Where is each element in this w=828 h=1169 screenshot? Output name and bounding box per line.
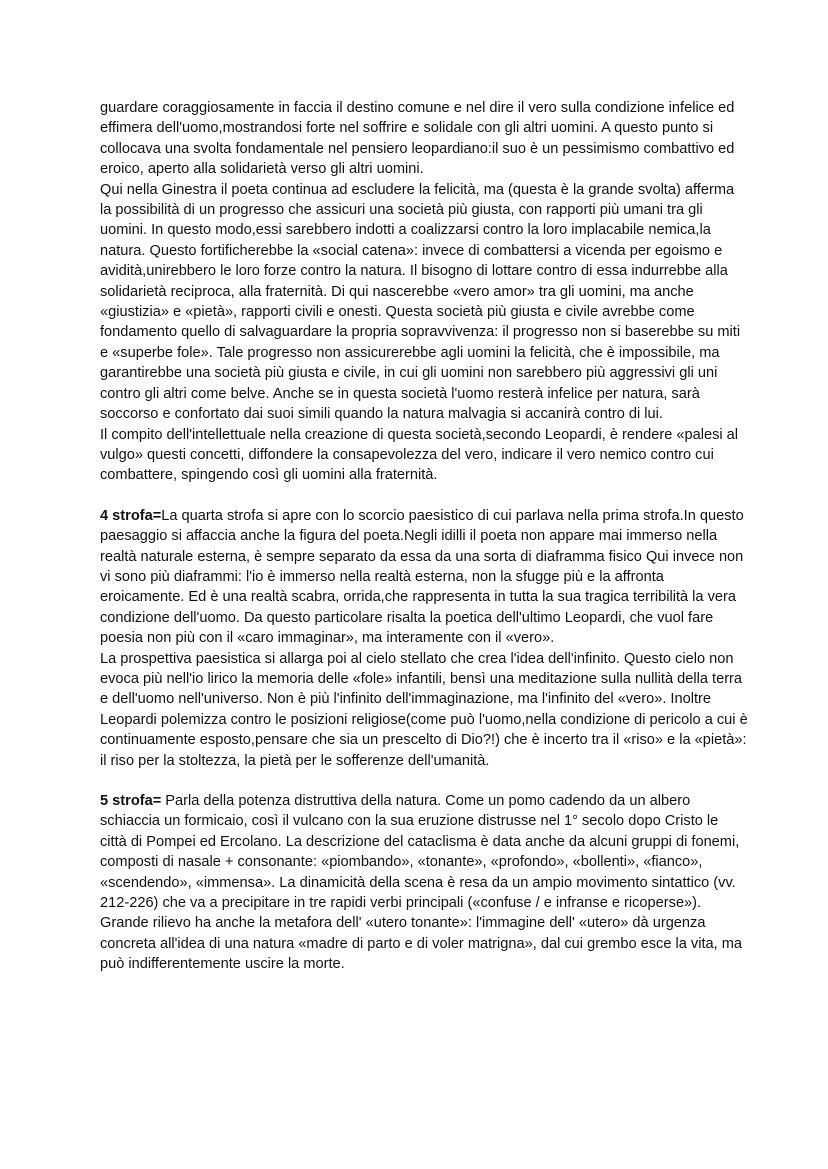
strofa-4-text: La quarta strofa si apre con lo scorcio paesistico di cui parlava nella prima strofa.In questo paesaggio si affaccia anche la figura del poeta.Negli idilli il poeta non appare mai immerso nella realtà naturale esterna, è sempre separato da essa da una sorta di diaframma fisico Qui invece non vi sono più diaframmi: l'io è immerso nella realtà esterna, non la sfugge più e la affronta eroicamente. Ed è una realtà scabra, orrida,che rappresenta in tutta la sua tragica terribilità la vera condizione dell'uomo. Da questo particolare risalta la poetica dell'ultimo Leopardi, che vuol fare poesia non più con il «caro immaginar», ma interamente con il «vero». — [100, 507, 744, 647]
strofa-5-paragraph — [100, 791, 748, 975]
paragraph-gap — [100, 771, 748, 791]
strofa-4-paragraph — [100, 506, 748, 649]
strofa-4-continuation: La prospettiva paesistica si allarga poi al cielo stellato che crea l'idea dell'infinito. Questo cielo non evoca più nell'io lirico la memoria delle «fole» infantili, bensì una meditazione sulla nullità della terra e dell'uomo nell'universo. Non è più l'infinito dell'immaginazione, ma l'infinito del «vero». Inoltre Leopardi polemizza contro le posizioni religiose(come può l'uomo,nella condizione di pericolo a cui è continuamente esposto,pensare che sia un prescelto di Dio?!) che è incerto tra il «riso» e la «pietà»: il riso per la stoltezza, la pietà per le sofferenze dell'umanità. — [100, 650, 748, 769]
strofa-4-label: 4 strofa= — [100, 507, 162, 524]
strofa-5-text: Parla della potenza distruttiva della natura. Come un pomo cadendo da un albero schiaccia un formicaio, così il vulcano con la sua eruzione distrusse nel 1° secolo dopo Cristo le città di Pompei ed Ercolano. La descrizione del cataclisma è data anche da alcuni gruppi di fonemi, composti di nasale + consonante: «piombando», «tonante», «profondo», «bollenti», «fianco», «scendendo», «immensa». La dinamicità della scena è resa da un ampio movimento sintattico (vv. 212-226) che va a precipitare in tre rapidi verbi principali («confuse / e infranse e ricoperse»). Grande rilievo ha anche la metafora dell' «utero tonante»: l'immagine dell' «utero» dà urgenza concreta all'idea di una natura «madre di parto e di voler matrigna», dal cui grembo esce la vita, ma può indifferentemente uscire la morte. — [100, 793, 743, 973]
strofa-5-label: 5 strofa= — [100, 793, 162, 809]
intro-paragraph-1: guardare coraggiosamente in faccia il destino comune e nel dire il vero sulla condizione infelice ed effimera dell'uomo,mostrandosi forte nel soffrire e solidale con gli altri uomini. A questo punto si collocava una svolta fondamentale nel pensiero leopardiano:il suo è un pessimismo combattivo ed eroico, aperto alla solidarietà verso gli altri uomini. — [100, 100, 735, 178]
intro-paragraph-2: Qui nella Ginestra il poeta continua ad escludere la felicità, ma (questa è la grande svolta) afferma la possibilità di un progresso che assicuri una società più giusta, con rapporti più umani tra gli uomini. In questo modo,essi sarebbero indotti a coalizzarsi contro la loro implacabile nemica,la natura. Questo fortificherebbe la «social catena»: invece di combattersi a vicenda per egoismo e avidità,unirebbero le loro forze contro la natura. Il bisogno di lottare contro di essa indurrebbe alla solidarietà reciproca, alla fraternità. Di qui nascerebbe «vero amor» tra gli uomini, ma anche «giustizia» e «pietà», rapporti civili e onesti. Questa società più giusta e civile avrebbe come fondamento quello di salvaguardare la propria sopravvivenza: il progresso non si baserebbe su miti e «superbe fole». Tale progresso non assicurerebbe agli uomini la felicità, che è impossibile, ma garantirebbe una società più giusta e civile, in cui gli uomini non sarebbero più aggressivi gli uni contro gli altri come belve. Anche se in questa società l'uomo resterà infelice per natura, sarà soccorso e confortato dai suoi simili quando la natura malvagia si accanirà contro di lui. — [100, 181, 741, 423]
intro-paragraph-3: Il compito dell'intellettuale nella creazione di questa società,secondo Leopardi, è rendere «palesi al vulgo» questi concetti, diffondere la consapevolezza del vero, indicare il vero nemico contro cui combattere, spingendo così gli uomini alla fraternità. — [100, 426, 739, 484]
paragraph-gap — [100, 486, 748, 506]
